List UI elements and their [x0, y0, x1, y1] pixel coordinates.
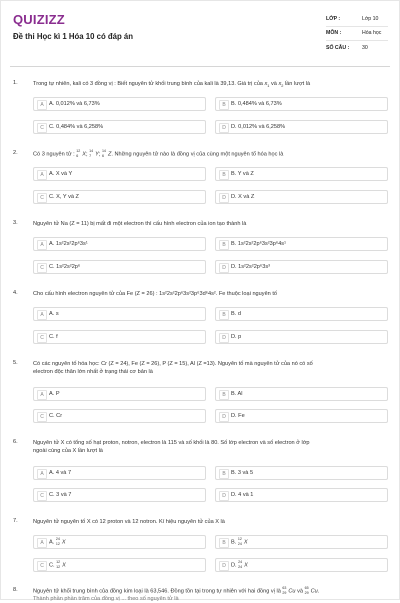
option-text: D. 24 24 X [231, 560, 248, 569]
question-text: Nguyên tử khối trung bình của đồng kim loại là 63,546. Đồng tồn tại trong tự nhiên với hai đồng vị là 63 29 Cu và 65 29 Cu. Thành phần phần trăm của đồng vị ... theo số nguyên tử là [33, 586, 320, 603]
option-letter: A [37, 310, 47, 320]
answer-option-c[interactable] [33, 120, 206, 134]
option-letter: D [219, 123, 229, 133]
option-letter: B [219, 170, 229, 180]
option-letter: C [37, 412, 47, 422]
answer-option-d[interactable] [215, 558, 388, 572]
answer-option-d[interactable] [215, 190, 388, 204]
option-text: D. p [231, 334, 242, 340]
question-text: Nguyên tử Na (Z = 11) bị mất đi một electron thì cấu hình electron của ion tạo thành là [33, 221, 247, 227]
answer-option-d[interactable] [215, 120, 388, 134]
nuclide-symbol: 12 6 [76, 149, 81, 158]
answer-option-c[interactable] [33, 558, 206, 572]
option-letter: A [37, 240, 47, 250]
nuclide-symbol: 65 29 [304, 586, 309, 595]
nuclide-symbol: 24 24 [238, 560, 243, 569]
answer-option-a[interactable] [33, 97, 206, 111]
divider [326, 26, 388, 27]
answer-option-d[interactable] [215, 260, 388, 274]
option-letter: A [37, 469, 47, 479]
nuclide-symbol: 24 12 [55, 537, 60, 546]
option-text: A. 1s²2s²2p⁶3s¹ [49, 241, 88, 247]
question-number: 1. [13, 80, 18, 86]
option-text: C. Cr [49, 413, 63, 419]
answer-option-c[interactable] [33, 190, 206, 204]
option-letter: B [219, 390, 229, 400]
info-count-key: SỐ CÂU : [326, 45, 350, 51]
nuclide-symbol: 14 7 [89, 149, 94, 158]
info-subject-key: MÔN : [326, 30, 342, 36]
option-letter: C [37, 123, 47, 133]
question-number: 6. [13, 439, 18, 445]
option-text: A. 4 và 7 [49, 470, 72, 476]
option-text: A. s [49, 311, 59, 317]
answer-option-d[interactable] [215, 488, 388, 502]
option-text: D. X và Z [231, 194, 255, 200]
info-subject-value: Hóa học [362, 30, 382, 36]
option-text: D. 0,012% và 6,258% [231, 124, 286, 130]
option-text: B. Al [231, 391, 243, 397]
question-number: 2. [13, 150, 18, 156]
question-text: Nguyên tử nguyên tố X có 12 proton và 12 notron. Kí hiệu nguyên tử của X là [33, 519, 225, 525]
option-text: A. X và Y [49, 171, 73, 177]
question-number: 5. [13, 360, 18, 366]
question-text: Có 3 nguyên tử : 12 6 X; 14 7 Y; 14 6 Z. Những nguyên tử nào là đồng vị của cùng một nguyên tố hóa học là [33, 149, 284, 158]
option-text: C. f [49, 334, 58, 340]
answer-option-a[interactable] [33, 466, 206, 480]
option-letter: D [219, 333, 229, 343]
option-text: B. 1s²2s²2p⁶3s²3p⁶4s¹ [231, 241, 286, 247]
option-text: D. Fe [231, 413, 245, 419]
question-number: 7. [13, 518, 18, 524]
option-letter: B [219, 310, 229, 320]
answer-option-d[interactable] [215, 330, 388, 344]
answer-option-b[interactable] [215, 466, 388, 480]
option-letter: B [219, 100, 229, 110]
divider [326, 40, 388, 41]
question-text: Cho cấu hình electron nguyên tử của Fe (Z = 26) : 1s²2s²2p⁶3s²3p⁶3d⁶4s². Fe thuộc loại nguyên tố [33, 291, 278, 297]
option-letter: D [219, 491, 229, 501]
option-text: C. 0,484% và 6,258% [49, 124, 104, 130]
option-letter: B [219, 469, 229, 479]
answer-option-c[interactable] [33, 488, 206, 502]
info-count-value: 30 [362, 45, 368, 51]
answer-option-a[interactable] [33, 387, 206, 401]
option-letter: C [37, 491, 47, 501]
option-text: A. P [49, 391, 60, 397]
option-letter: D [219, 193, 229, 203]
question-number: 8. [13, 587, 18, 593]
option-letter: C [37, 333, 47, 343]
option-text: C. X, Y và Z [49, 194, 79, 200]
quizizz-logo: QUIZIZZ [13, 12, 65, 27]
question-text: Có các nguyên tố hóa học: Cr (Z = 24), Fe (Z = 26), P (Z = 15), Al (Z =13). Nguyên tố mà nguyên tử của nó có số electron độc thân lớn nhất ở trạng thái cơ bản là [33, 361, 313, 375]
answer-option-a[interactable] [33, 307, 206, 321]
option-letter: B [219, 240, 229, 250]
answer-option-b[interactable] [215, 307, 388, 321]
info-class-key: LỚP : [326, 16, 341, 22]
answer-option-c[interactable] [33, 330, 206, 344]
option-letter: D [219, 263, 229, 273]
option-letter: A [37, 390, 47, 400]
document-header [0, 0, 400, 60]
option-text: A. 0,012% và 6,73% [49, 101, 100, 107]
option-letter: D [219, 561, 229, 571]
answer-option-c[interactable] [33, 409, 206, 423]
answer-option-b[interactable] [215, 535, 388, 549]
header-divider [10, 66, 390, 67]
question-number: 4. [13, 290, 18, 296]
option-text: B. 0,484% và 6,73% [231, 101, 282, 107]
option-text: B. Y và Z [231, 171, 254, 177]
answer-option-a[interactable] [33, 535, 206, 549]
nuclide-symbol: 63 29 [282, 586, 287, 595]
option-letter: A [37, 100, 47, 110]
option-text: B. 3 và 5 [231, 470, 254, 476]
answer-option-d[interactable] [215, 409, 388, 423]
answer-option-b[interactable] [215, 167, 388, 181]
option-letter: C [37, 561, 47, 571]
answer-option-b[interactable] [215, 97, 388, 111]
option-text: D. 4 và 1 [231, 492, 254, 498]
option-text: C. 1s²2s²2p⁶ [49, 264, 81, 270]
nuclide-symbol: 12 24 [237, 537, 242, 546]
answer-option-b[interactable] [215, 237, 388, 251]
info-class-value: Lớp 10 [362, 16, 379, 22]
option-letter: B [219, 538, 229, 548]
option-text: B. 12 24 X [231, 537, 248, 546]
option-letter: A [37, 538, 47, 548]
option-text: A. 24 12 X [49, 537, 66, 546]
answer-option-c[interactable] [33, 260, 206, 274]
option-letter: C [37, 193, 47, 203]
option-text: C. 3 và 7 [49, 492, 72, 498]
question-text: Nguyên tử X có tổng số hạt proton, notron, electron là 115 và số khối là 80. Số lớp electron và số electron ở lớp ngoài cùng của X lần lượt là [33, 440, 310, 454]
question-text: Trong tự nhiên, kali có 3 đồng vị : Biết nguyên tử khối trung bình của kali là 39,13. Giá trị của $x_1$ và $x_2$ lần lượt là [33, 81, 311, 89]
answer-option-b[interactable] [215, 387, 388, 401]
option-letter: D [219, 412, 229, 422]
nuclide-symbol: 14 6 [101, 149, 106, 158]
page-title: Đề thi Học kì 1 Hóa 10 có đáp án [13, 32, 134, 41]
nuclide-symbol: 12 12 [56, 560, 61, 569]
option-text: D. 1s²2s²2p⁶3s³ [231, 264, 270, 270]
option-text: B. d [231, 311, 241, 317]
option-letter: C [37, 263, 47, 273]
answer-option-a[interactable] [33, 167, 206, 181]
question-number: 3. [13, 220, 18, 226]
answer-option-a[interactable] [33, 237, 206, 251]
option-text: C. 12 12 X [49, 560, 66, 569]
option-letter: A [37, 170, 47, 180]
